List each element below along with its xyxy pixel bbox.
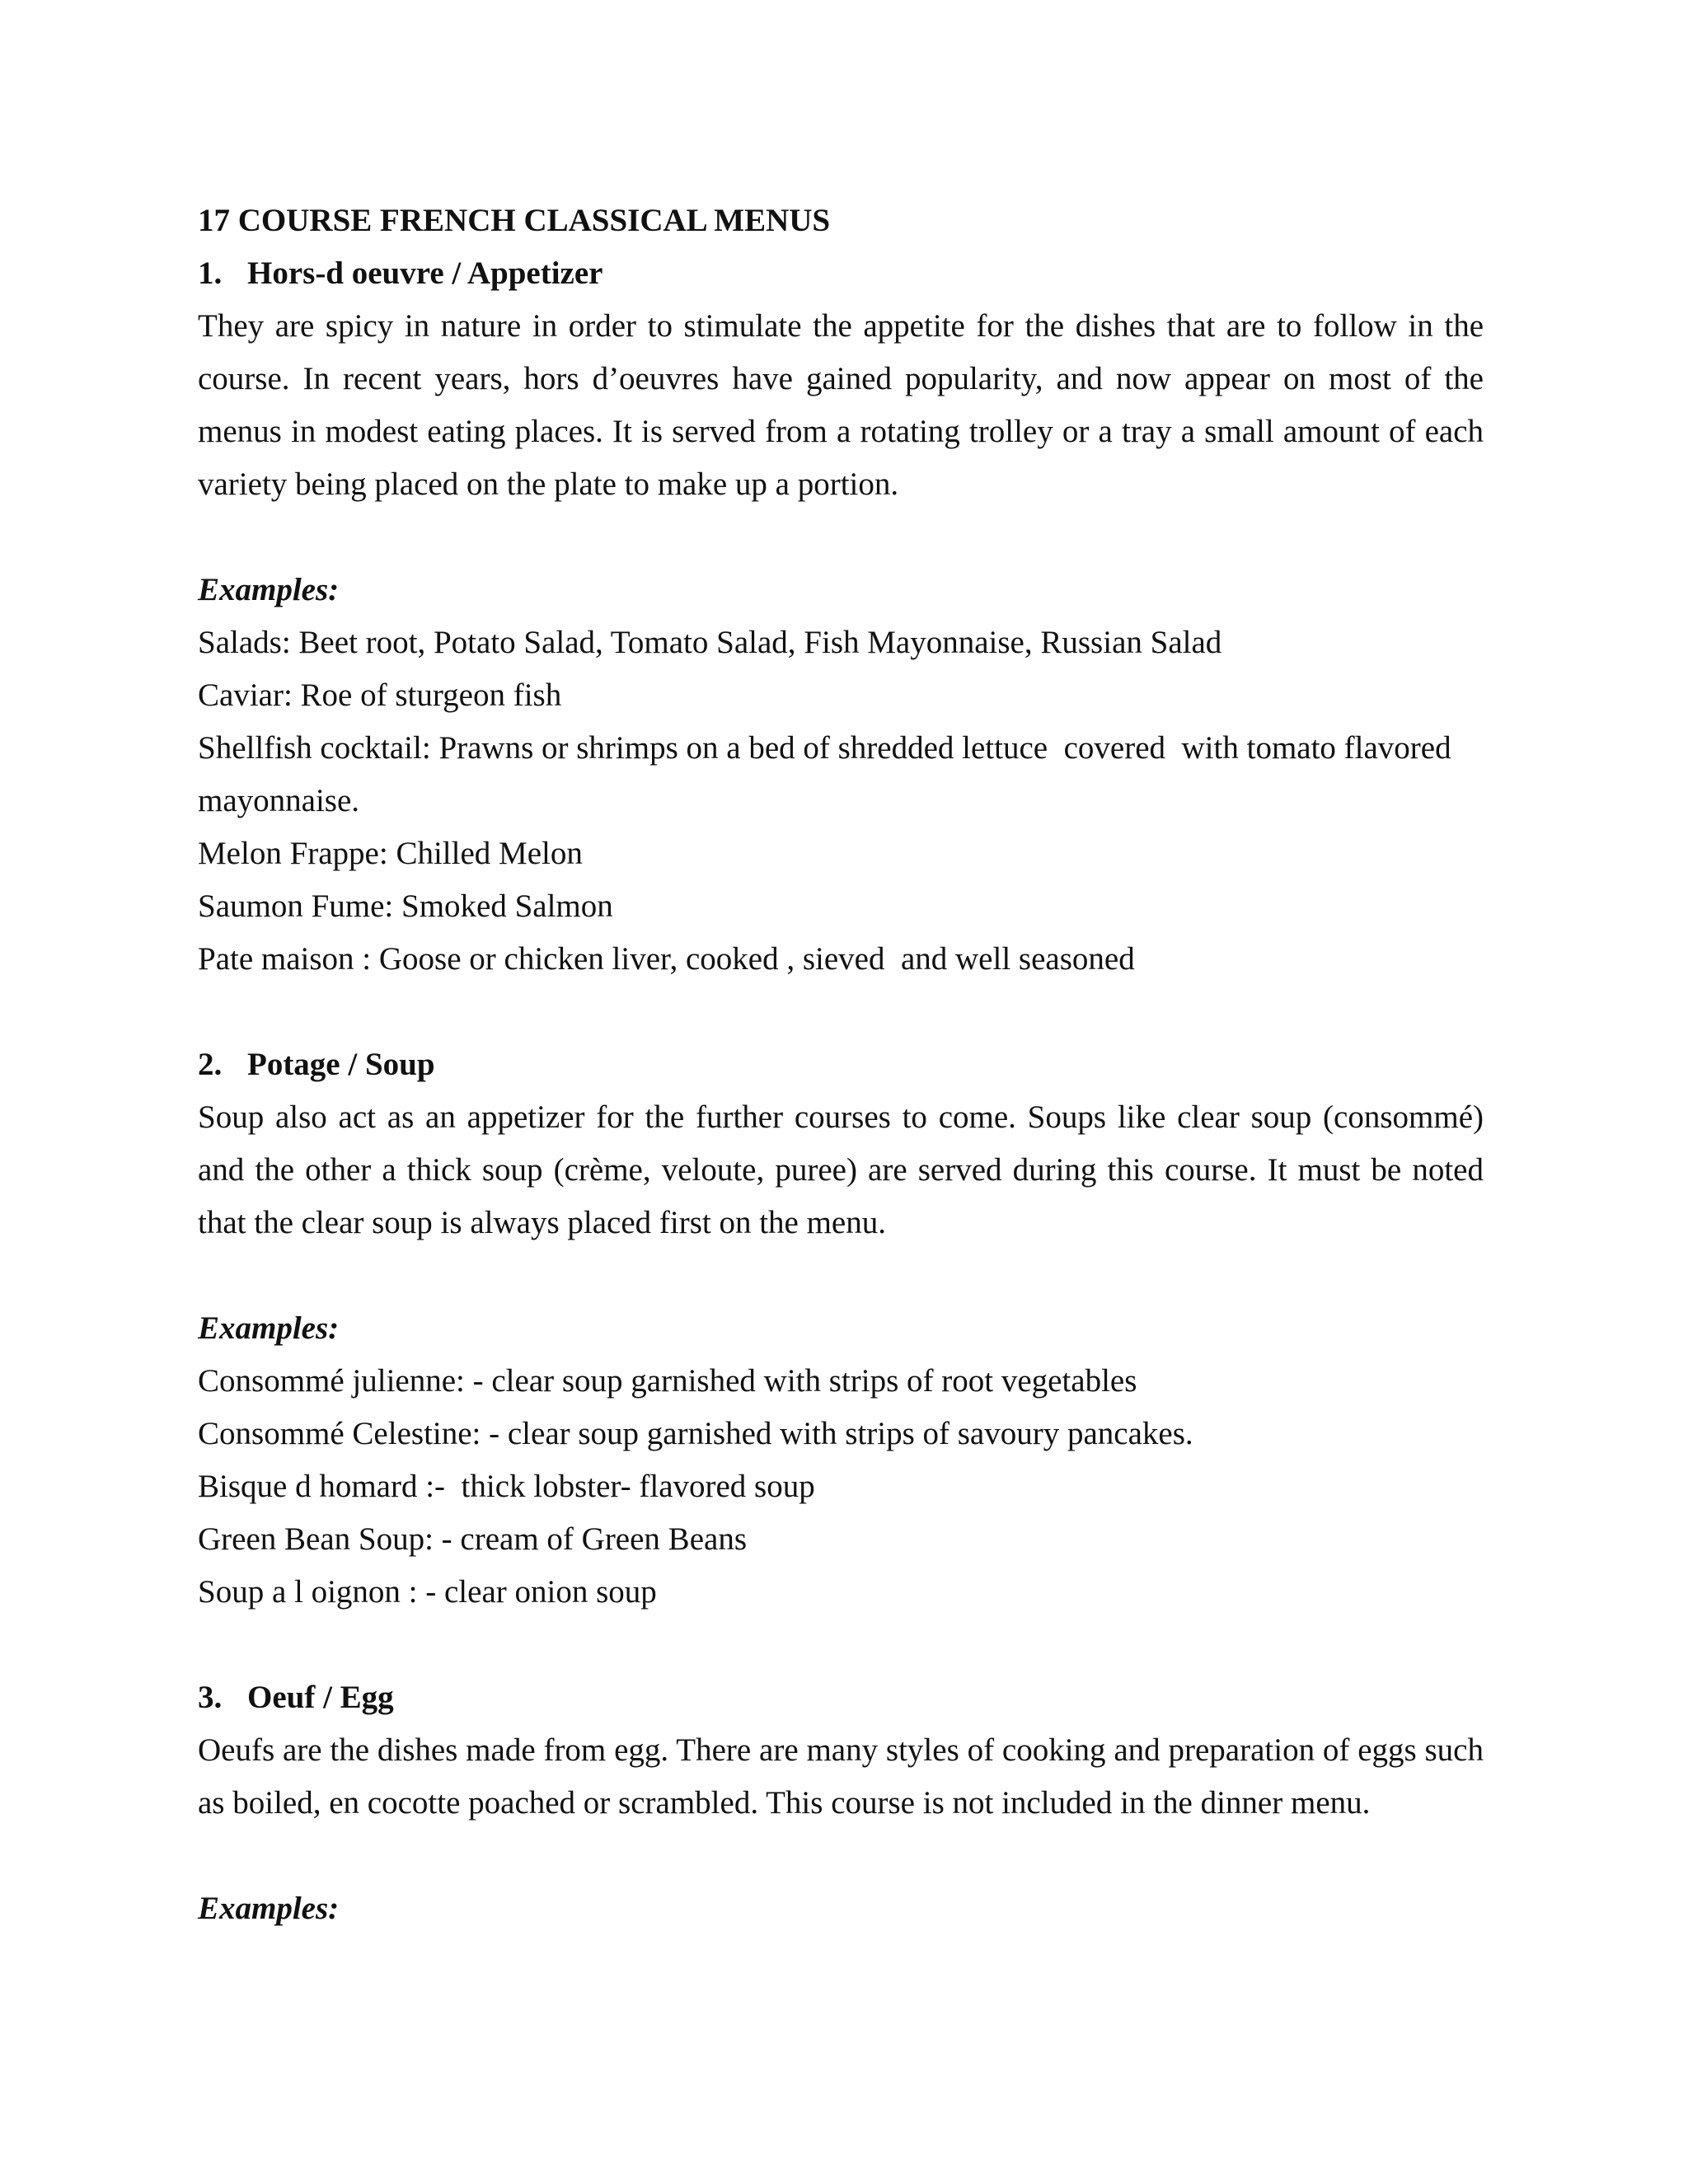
example-item: Shellfish cocktail: Prawns or shrimps on a bed of shredded lettuce covered with tomato flavored mayonnaise. (198, 730, 1460, 818)
section-title: Potage / Soup (247, 1047, 435, 1082)
section-spacer (198, 986, 1484, 1038)
section-number: 3. (198, 1680, 223, 1715)
example-item: Melon Frappe: Chilled Melon (198, 836, 583, 871)
example-item: Pate maison : Goose or chicken liver, cooked , sieved and well seasoned (198, 941, 1135, 977)
section-heading (198, 1038, 1484, 1091)
section-heading (198, 1671, 1484, 1724)
section-number: 2. (198, 1047, 223, 1082)
example-item: Salads: Beet root, Potato Salad, Tomato Salad, Fish Mayonnaise, Russian Salad (198, 625, 1222, 660)
document-title: 17 COURSE FRENCH CLASSICAL MENUS (198, 203, 831, 238)
example-item: Consommé julienne: - clear soup garnished with strips of root vegetables (198, 1363, 1137, 1399)
section-paragraph: Soup also act as an appetizer for the further courses to come. Soups like clear soup (consommé) and the other a thick soup (crème, veloute, puree) are served during this course. It must be noted that the clear soup is always placed first on the menu. (198, 1099, 1484, 1240)
section-oeuf (198, 1671, 1484, 1935)
example-item: Saumon Fume: Smoked Salmon (198, 888, 613, 924)
examples-label: Examples: (198, 572, 340, 607)
section-paragraph: Oeufs are the dishes made from egg. There are many styles of cooking and preparation of eggs such as boiled, en cocotte poached or scrambled. This course is not included in the dinner menu. (198, 1732, 1484, 1821)
document-page (198, 194, 1484, 1935)
example-item: Consommé Celestine: - clear soup garnished with strips of savoury pancakes. (198, 1416, 1193, 1451)
example-item: Caviar: Roe of sturgeon fish (198, 677, 562, 713)
example-item: Green Bean Soup: - cream of Green Beans (198, 1521, 747, 1557)
example-item: Bisque d homard :- thick lobster- flavored soup (198, 1469, 815, 1504)
section-heading (198, 247, 1484, 300)
example-item: Soup a l oignon : - clear onion soup (198, 1574, 657, 1610)
section-spacer (198, 1619, 1484, 1671)
section-title: Oeuf / Egg (247, 1680, 394, 1715)
section-paragraph: They are spicy in nature in order to stimulate the appetite for the dishes that are to follow in the course. In recent years, hors d’oeuvres have gained popularity, and now appear on most of the menus in modest eating places. It is served from a rotating trolley or a tray a small amount of each variety being placed on the plate to make up a portion. (198, 308, 1484, 502)
examples-label: Examples: (198, 1891, 340, 1926)
examples-label: Examples: (198, 1310, 340, 1346)
section-number: 1. (198, 255, 223, 291)
section-potage (198, 1038, 1484, 1619)
section-hors-doeuvre (198, 247, 1484, 986)
section-title: Hors-d oeuvre / Appetizer (247, 255, 603, 291)
